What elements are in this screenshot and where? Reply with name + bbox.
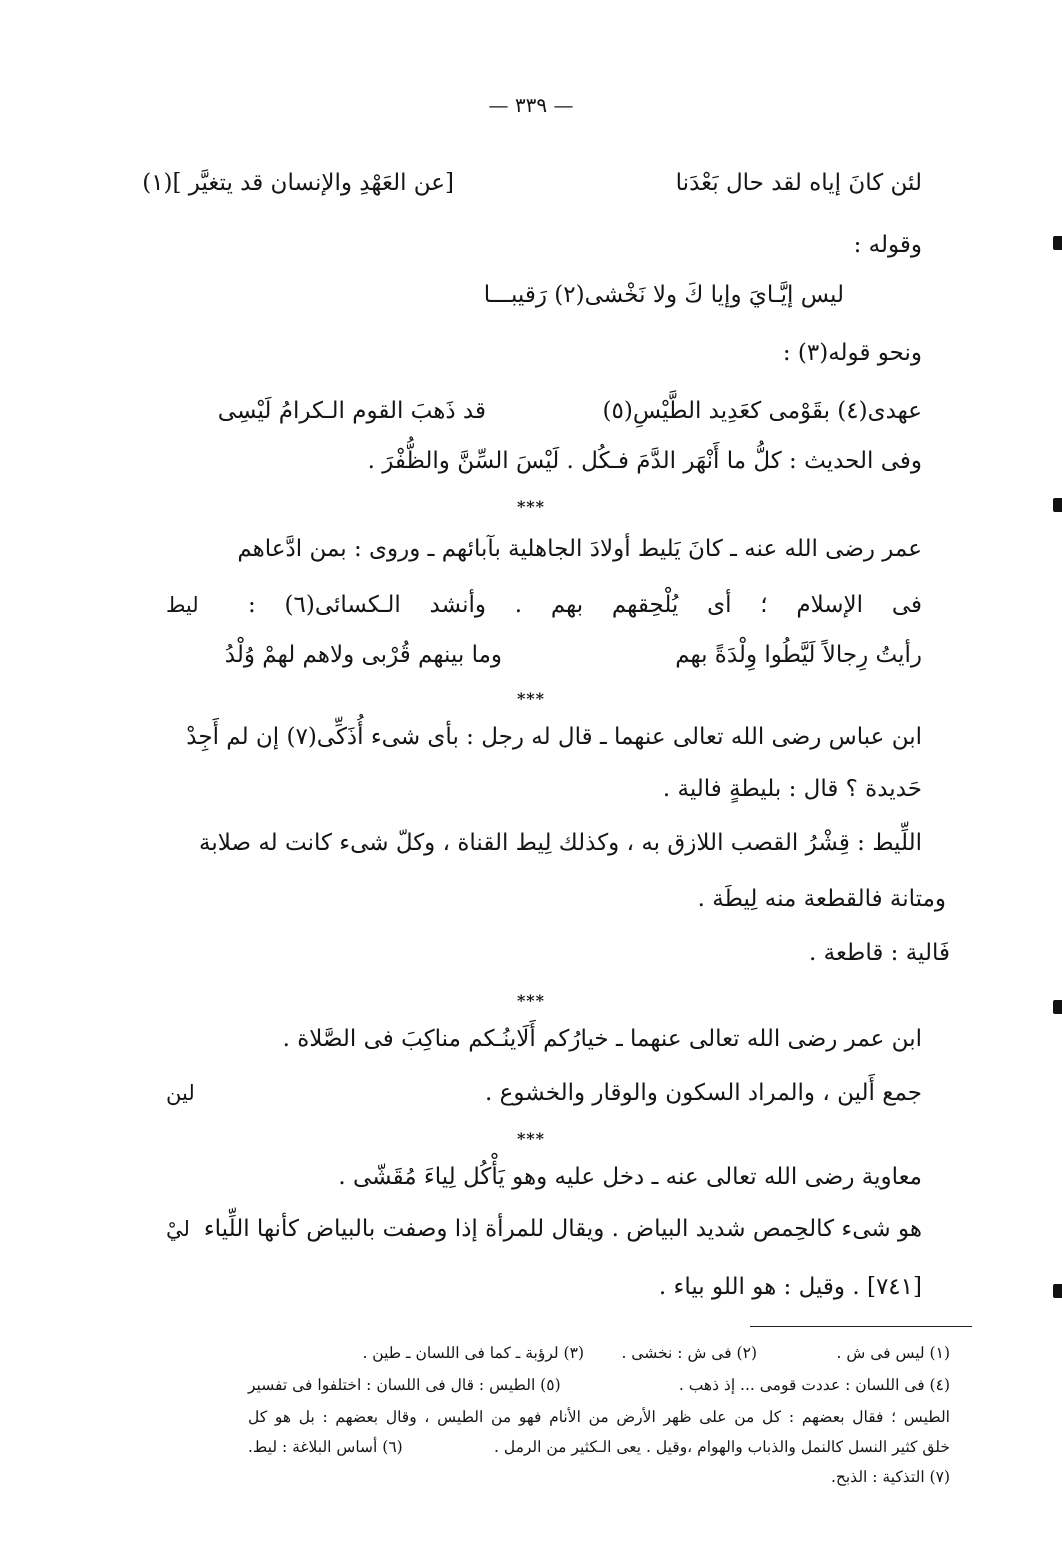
hadith-line: وفى الحديث : كلُّ ما أَنْهَر الدَّمَ فـكُل . لَيْسَ السِّنَّ والظُّفْرَ . xyxy=(367,448,922,474)
verse3-hemistich-b: قد ذَهبَ القوم الـكرامُ لَيْسِى xyxy=(217,398,486,424)
footnote-3: (٣) لرؤبة ـ كما فى اللسان ـ طين . xyxy=(362,1344,584,1362)
footnote-1: (١) ليس فى ش . xyxy=(836,1344,950,1362)
entry2-line1: ابن عباس رضى الله تعالى عنهما ـ قال له رجل : بأى شىء أُذَكِّى(٧) إن لم أَجِدْ xyxy=(186,724,922,750)
verse1-hemistich-b: [عن العَهْدِ والإنسان قد يتغيَّر ](١) xyxy=(142,170,454,196)
footnote-4: (٤) فى اللسان : عددت قومى ... إذ ذهب . xyxy=(678,1376,950,1394)
verse3-hemistich-a: عهدى(٤) بقَوْمى كعَدِيد الطَّيْسِ(٥) xyxy=(602,398,922,424)
binding-mark xyxy=(1053,498,1062,512)
margin-root-lya: ليْ xyxy=(166,1217,190,1241)
entry3-line2: جمع أَلين ، والمراد السكون والوقار والخشوع . xyxy=(485,1080,922,1106)
page-number: — ٣٣٩ — xyxy=(488,93,574,117)
binding-mark xyxy=(1053,1000,1062,1014)
entry3-line1: ابن عمر رضى الله تعالى عنهما ـ خيارُكم أَلَاينُـكم مناكِبَ فى الصَّلاة . xyxy=(282,1026,922,1052)
margin-root-lin: لين xyxy=(166,1081,195,1105)
entry2-line2: حَديدة ؟ قال : بليطةٍ فالية . xyxy=(662,776,922,802)
entry1-line1: عمر رضى الله عنه ـ كانَ يَليط أولادَ الجاهلية بآبائهم ـ وروى : بمن ادَّعاهم xyxy=(237,536,922,562)
footnote-7: (٧) التذكية : الذبح. xyxy=(830,1468,950,1486)
entry4-line3: [٧٤١] . وقيل : هو اللو بياء . xyxy=(658,1274,922,1300)
separator-stars: *** xyxy=(516,991,546,1010)
entry1-verse-a: رأيتُ رِجالاً لَيَّطُوا وِلْدَةً بهم xyxy=(675,642,922,668)
verse1-hemistich-a: لئن كانَ إياه لقد حال بَعْدَنا xyxy=(675,170,922,196)
separator-stars: *** xyxy=(516,497,546,516)
footnote-2: (٢) فى ش : نخشى . xyxy=(621,1344,757,1362)
margin-root-lit: ليط xyxy=(166,593,199,617)
intro-line-2: ونحو قوله(٣) : xyxy=(782,340,922,366)
footnote-5: (٥) الطيس : قال فى اللسان : اختلفوا فى تفسير xyxy=(248,1376,561,1394)
binding-mark xyxy=(1053,1284,1062,1298)
separator-stars: *** xyxy=(516,1129,546,1148)
entry4-line1: معاوية رضى الله تعالى عنه ـ دخل عليه وهو يَأْكُل لِياءَ مُقَشّى . xyxy=(338,1164,922,1190)
binding-mark xyxy=(1053,236,1062,250)
footnote-5-cont-2: خلق كثير النسل كالنمل والذباب والهوام ،وقيل . يعى الـكثير من الرمل . xyxy=(493,1438,950,1456)
footnote-rule xyxy=(750,1326,972,1327)
separator-stars: *** xyxy=(516,689,546,708)
verse2-line: ليس إيَّـايَ وإيا كَ ولا نَخْشى(٢) رَقيبـــا xyxy=(483,282,844,308)
entry2-line3: اللِّيط : قِشْرُ القصب اللازق به ، وكذلك لِيط القناة ، وكلّ شىء كانت له صلابة xyxy=(199,830,922,856)
entry2-line4: ومتانة فالقطعة منه لِيطَة . xyxy=(697,886,946,912)
footnote-6: (٦) أساس البلاغة : ليط. xyxy=(248,1438,403,1456)
entry1-verse-b: وما بينهم قُرْبى ولاهم لهمْ وُلْدُ xyxy=(224,642,502,668)
intro-line-1: وقوله : xyxy=(853,232,922,258)
entry2-line5: فَالية : قاطعة . xyxy=(808,940,950,966)
entry4-line2: هو شىء كالحِمص شديد البياض . ويقال للمرأة إذا وصفت بالبياض كأنها اللِّياء xyxy=(203,1216,922,1242)
entry1-line2: فى الإسلام ؛ أى يُلْحِقهم بهم . وأنشد الـكسائى(٦) : xyxy=(248,592,922,618)
footnote-5-cont-1: الطيس ؛ فقال بعضهم : كل من على ظهر الأرض من الأنام فهو من الطيس ، وقال بعضهم : بل هو كل xyxy=(248,1408,950,1426)
